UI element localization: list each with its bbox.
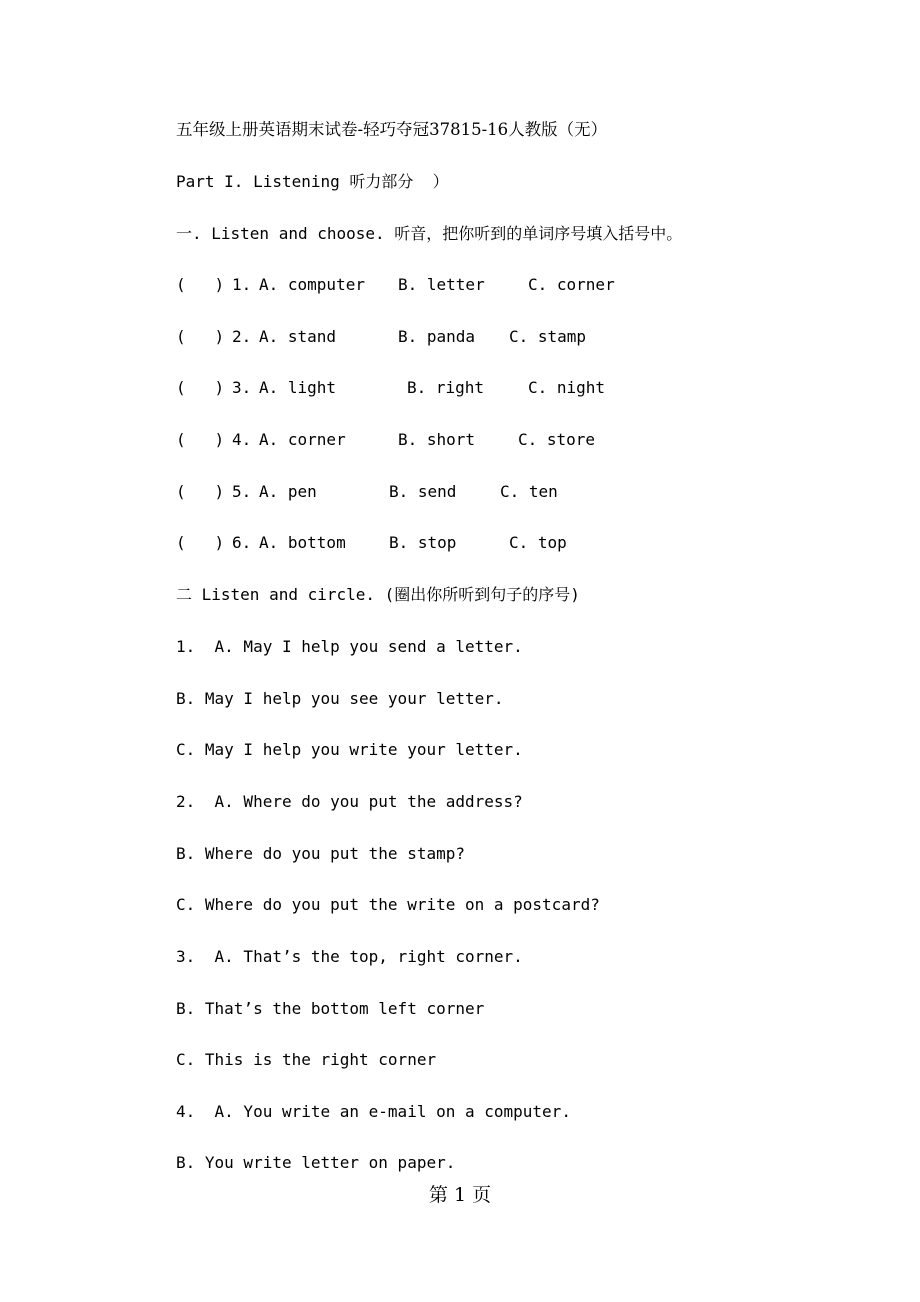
answer-bracket: ( ): [176, 275, 225, 294]
sentence-option: B. That’s the bottom left corner: [176, 999, 485, 1018]
option-a: A. light: [259, 378, 337, 397]
sentence-option: 4. A. You write an e-mail on a computer.: [176, 1102, 571, 1121]
answer-bracket: ( ): [176, 533, 225, 552]
answer-bracket: ( ): [176, 430, 225, 449]
item-number: 2.: [232, 327, 252, 346]
item-number: 1.: [232, 275, 252, 294]
section1-heading: 一. Listen and choose. 听音，把你听到的单词序号填入括号中。: [176, 224, 683, 243]
option-c: C. ten: [500, 482, 558, 501]
sentence-option: B. Where do you put the stamp?: [176, 844, 465, 863]
item-number: 6.: [232, 533, 252, 552]
option-a: A. computer: [259, 275, 365, 294]
option-b: B. send: [389, 482, 457, 501]
answer-bracket: ( ): [176, 327, 225, 346]
option-c: C. corner: [528, 275, 615, 294]
option-c: C. store: [518, 430, 596, 449]
option-c: C. night: [528, 378, 606, 397]
option-b: B. letter: [398, 275, 485, 294]
option-b: B. right: [407, 378, 485, 397]
choice-row: [176, 430, 636, 452]
sentence-option: 1. A. May I help you send a letter.: [176, 637, 523, 656]
answer-bracket: ( ): [176, 378, 225, 397]
item-number: 4.: [232, 430, 252, 449]
option-a: A. bottom: [259, 533, 346, 552]
choice-row: [176, 482, 636, 504]
sentence-option: B. You write letter on paper.: [176, 1153, 456, 1172]
sentence-option: 2. A. Where do you put the address?: [176, 792, 523, 811]
option-c: C. stamp: [509, 327, 587, 346]
item-number: 3.: [232, 378, 252, 397]
item-number: 5.: [232, 482, 252, 501]
sentence-option: B. May I help you see your letter.: [176, 689, 504, 708]
option-b: B. stop: [389, 533, 457, 552]
document-title: 五年级上册英语期末试卷-轻巧夺冠37815-16人教版（无）: [176, 120, 608, 139]
option-a: A. stand: [259, 327, 337, 346]
choice-row: [176, 275, 636, 297]
section2-heading: 二 Listen and circle. (圈出你所听到句子的序号): [176, 585, 580, 604]
sentence-option: C. May I help you write your letter.: [176, 740, 523, 759]
option-b: B. panda: [398, 327, 476, 346]
page-number: 第 1 页: [428, 1184, 492, 1206]
option-c: C. top: [509, 533, 567, 552]
sentence-option: C. This is the right corner: [176, 1050, 437, 1069]
option-a: A. pen: [259, 482, 317, 501]
choice-row: [176, 378, 636, 400]
sentence-option: 3. A. That’s the top, right corner.: [176, 947, 523, 966]
choice-row: [176, 327, 636, 349]
part-heading: Part I. Listening 听力部分 ）: [176, 172, 449, 191]
answer-bracket: ( ): [176, 482, 225, 501]
sentence-option: C. Where do you put the write on a postcard?: [176, 895, 600, 914]
option-a: A. corner: [259, 430, 346, 449]
choice-row: [176, 533, 636, 555]
option-b: B. short: [398, 430, 476, 449]
